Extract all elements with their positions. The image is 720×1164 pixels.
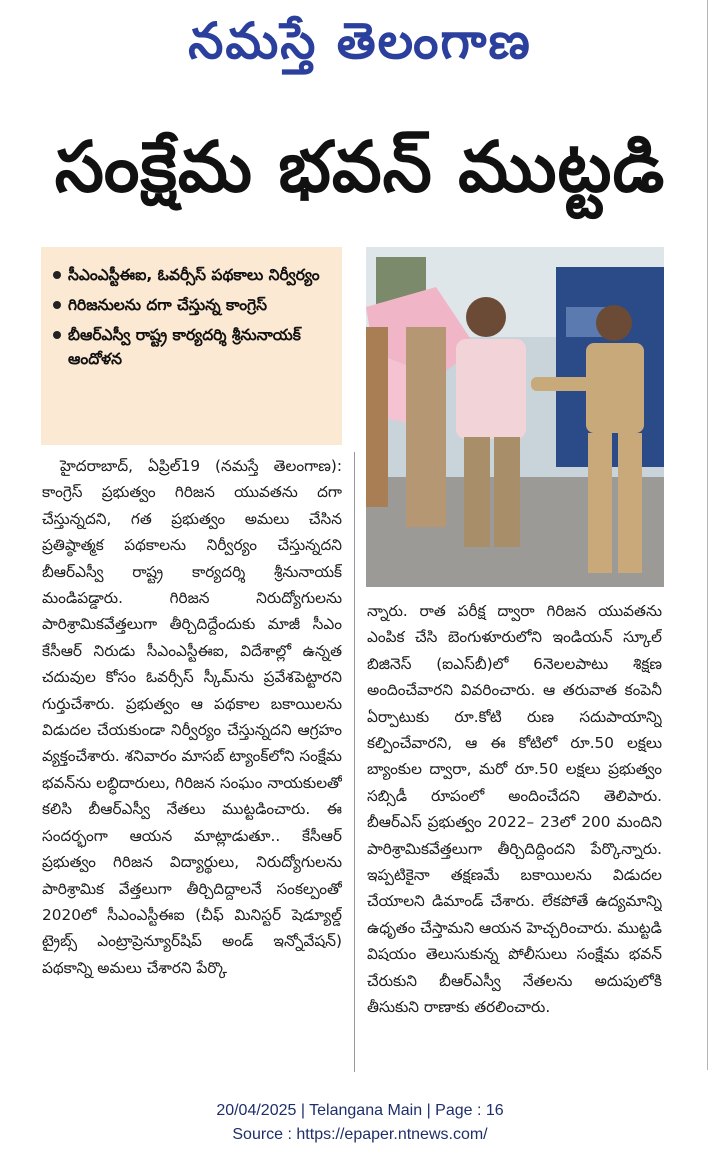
highlight-text: గిరిజనులను దగా చేస్తున్న కాంగ్రెస్ bbox=[68, 296, 267, 314]
page-edge-rule bbox=[707, 0, 708, 1070]
footer-dateline: 20/04/2025 | Telangana Main | Page : 16 bbox=[216, 1102, 504, 1119]
highlight-item bbox=[53, 323, 336, 371]
highlight-item bbox=[53, 293, 336, 317]
highlight-text: సీఎంఎస్టీఈఐ, ఓవర్సీస్ పథకాలు నిర్వీర్యం bbox=[68, 266, 320, 284]
highlight-item bbox=[53, 263, 336, 287]
column-divider bbox=[354, 452, 355, 1072]
news-photo bbox=[366, 247, 664, 587]
bullet-icon bbox=[53, 331, 61, 339]
masthead-title: నమస్తే తెలంగాణ bbox=[188, 12, 532, 70]
photo-illustration bbox=[366, 247, 664, 587]
highlight-text: బీఆర్ఎస్వీ రాష్ట్ర కార్యదర్శి శ్రీనునాయక్ ఆందోళన bbox=[68, 326, 301, 368]
highlights-box bbox=[41, 247, 342, 445]
bullet-icon bbox=[53, 271, 61, 279]
article-left-column: హైదరాబాద్, ఏప్రిల్19 (నమస్తే తెలంగాణ): కాంగ్రెస్ ప్రభుత్వం గిరిజన యువతను దగా చేస్తున్నదని, గత ప్రభుత్వం అమలు చేసిన ప్రతిష్ఠాత్మక పథకాలను నిర్వీర్యం చేస్తున్నదని బీఆర్ఎస్వీ రాష్ట్ర కార్యదర్శి శ్రీనునాయక్ మండిపడ్డారు. గిరిజన నిరుద్యోగులను పారిశ్రామికవేత్తలుగా తీర్చిదిద్దేందుకు మాజీ సీఎం కేసీఆర్ నిరుడు సీఎంఎస్టీఈఐ, విదేశాల్లో ఉన్నత చదువుల కోసం ఓవర్సీస్ స్కీమ్‌ను ప్రవేశపెట్టారని గుర్తుచేశారు. ప్రభుత్వం ఆ పథకాల బకాయిలను విడుదల చేయకుండా నిర్వీర్యం చేస్తున్నదని ఆగ్రహం వ్యక్తంచేశారు. శనివారం మాసబ్ ట్యాంక్‌లోని సంక్షేమ భవన్‌ను లబ్ధిదారులు, గిరిజన సంఘం నాయకులతో కలిసి బీఆర్ఎస్వీ నేతలు ముట్టడించారు. ఈ సందర్భంగా ఆయన మాట్లాడుతూ.. కేసీఆర్ ప్రభుత్వం గిరిజన విద్యార్థులు, నిరుద్యోగులను పారిశ్రామిక వేత్తలుగా తీర్చిదిద్దాలనే సంకల్పంతో 2020లో సీఎంఎస్టీఈఐ (చీఫ్ మినిస్టర్ షెడ్యూల్డ్ ట్రైబ్స్ ఎంట్రాప్రెన్యూర్‌షిప్ అండ్ ఇన్నోవేషన్) పథకాన్ని అమలు చేశారని పేర్కొ bbox=[42, 457, 342, 977]
bullet-icon bbox=[53, 301, 61, 309]
footer-source: Source : https://epaper.ntnews.com/ bbox=[232, 1126, 488, 1143]
headline: సంక్షేమ భవన్ ముట్టడి bbox=[54, 126, 666, 208]
article-right-column: న్నారు. రాత పరీక్ష ద్వారా గిరిజన యువతను ఎంపిక చేసి బెంగుళూరులోని ఇండియన్ స్కూల్ బిజినెస్ (ఐఎస్‌బీ)లో 6నెలలపాటు శిక్షణ అందించేవారని వివరించారు. ఆ తరువాత కంపెనీ ఏర్పాటుకు రూ.కోటి రుణ సదుపాయాన్ని కల్పించేవారని, ఆ ఈ కోటిలో రూ.50 లక్షలు బ్యాంకుల ద్వారా, మరో రూ.50 లక్షలు ప్రభుత్వం సబ్సిడీ రూపంలో అందించేదని తెలిపారు. బీఆర్ఎస్ ప్రభుత్వం 2022– 23లో 200 మందిని పారిశ్రామికవేత్తలుగా తీర్చిదిద్దిందని పేర్కొన్నారు. ఇప్పటికైనా తక్షణమే బకాయిలను విడుదల చేయాలని డిమాండ్ చేశారు. లేకపోతే ఉద్యమాన్ని ఉధృతం చేస్తామని ఆయన హెచ్చరించారు. ముట్టడి విషయం తెలుసుకున్న పోలీసులు సంక్షేమ భవన్ చేరుకుని బీఆర్ఎస్వీ నేతలను అదుపులోకి తీసుకుని రాణాకు తరలించారు. bbox=[367, 602, 662, 1017]
